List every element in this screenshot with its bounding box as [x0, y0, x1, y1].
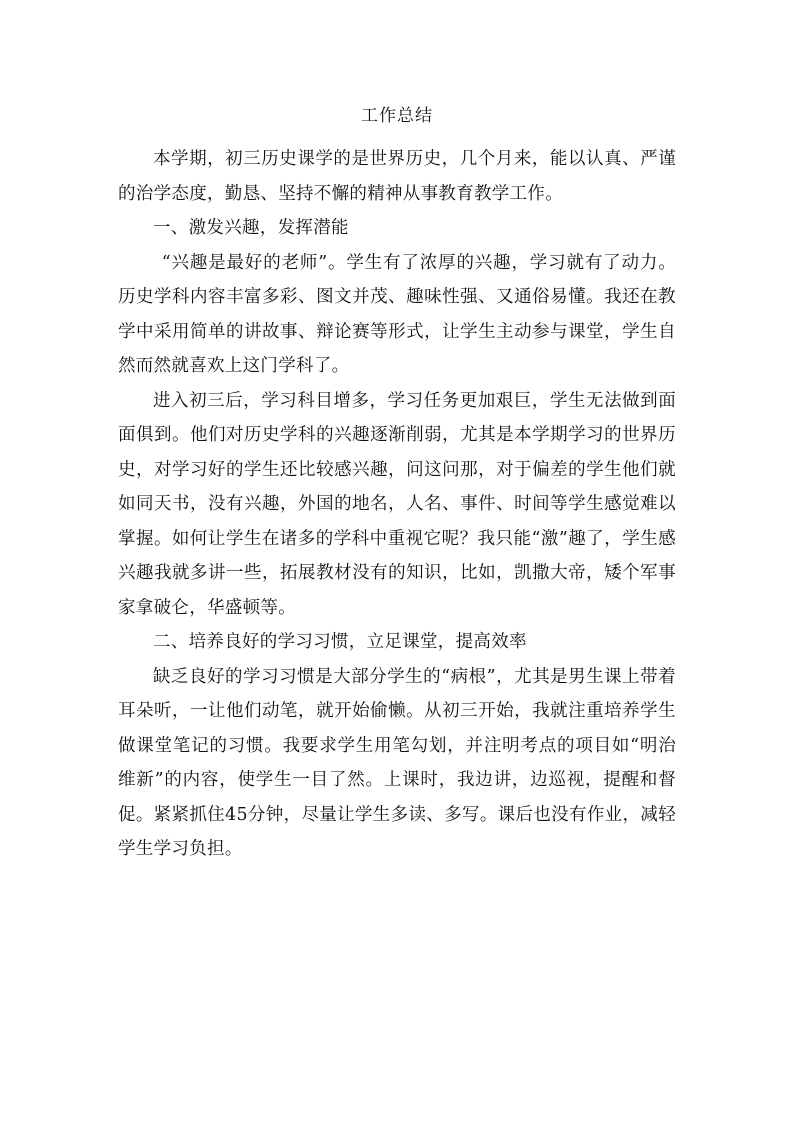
section-1-paragraph-2: 进入初三后，学习科目增多，学习任务更加艰巨，学生无法做到面面俱到。他们对历史学科的兴趣逐渐削弱，尤其是本学期学习的世界历史，对学习好的学生还比较感兴趣，问这问那，对于偏差的学生他们就如同天书，没有兴趣，外国的地名，人名、事件、时间等学生感觉难以掌握。如何让学生在诸多的学科中重视它呢？我只能“激”趣了，学生感兴趣我就多讲一些，拓展教材没有的知识，比如，凯撒大帝，矮个军事家拿破仑，华盛顿等。 — [118, 390, 676, 618]
section-1-paragraph-1: “兴趣是最好的老师”。学生有了浓厚的兴趣，学习就有了动力。历史学科内容丰富多彩、图文并茂、趣味性强、又通俗易懂。我还在教学中采用简单的讲故事、辩论赛等形式，让学生主动参与课堂，学生自然而然就喜欢上这门学科了。 — [118, 252, 676, 376]
document-title: 工作总结 — [361, 106, 433, 126]
section-1-heading: 一、激发兴趣，发挥潜能 — [153, 218, 349, 238]
section-2-heading: 二、培养良好的学习习惯，立足课堂，提高效率 — [153, 632, 527, 652]
intro-paragraph: 本学期，初三历史课学的是世界历史，几个月来，能以认真、严谨的治学态度，勤恳、坚持不懈的精神从事教育教学工作。 — [118, 149, 676, 204]
section-2-paragraph-1: 缺乏良好的学习习惯是大部分学生的“病根”，尤其是男生课上带着耳朵听，一让他们动笔，就开始偷懒。从初三开始，我就注重培养学生做课堂笔记的习惯。我要求学生用笔勾划，并注明考点的项目如“明治维新”的内容，使学生一目了然。上课时，我边讲，边巡视，提醒和督促。紧紧抓住45分钟，尽量让学生多读、多写。课后也没有作业，减轻学生学习负担。 — [118, 666, 676, 859]
